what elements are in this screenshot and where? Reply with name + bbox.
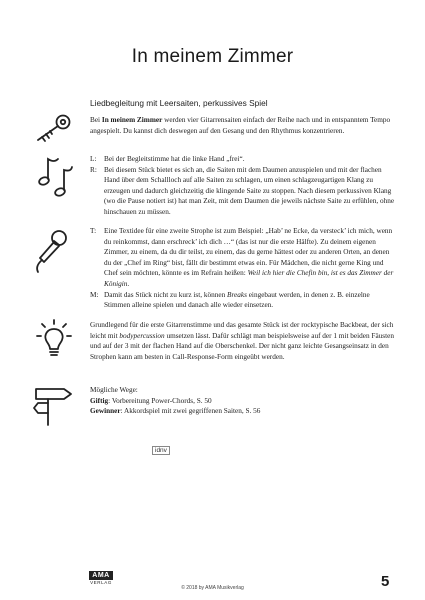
ama-verlag-logo: AMA VERLAG bbox=[90, 572, 112, 585]
microphone-icon bbox=[32, 228, 72, 276]
hand-instructions bbox=[90, 154, 395, 218]
idnv-stamp: idnv bbox=[152, 446, 170, 455]
text-idea-row: T: Eine Textidee für eine zweite Strophe ist zum Beispiel: „Hab’ ne Ecke, da versteck’ ich mich, wenn du reinkommst, dann erschreck’ ich dich …“ (das ist nur die erste Hälfte). Zu deinem eigenen Zimmer, zu einem, da du dir teilst, zu einem, das du gerne hättest oder zu anderen Orten, an denen du der „Chef im Ring“ bist, fällt dir bestimmt etwas ein. Für Mädchen, die nicht gerne King und Chef sein möchten, könnte es im Refrain heißen: Weil ich hier die Chefin bin, ist es das Zimmer der Königin. bbox=[90, 227, 394, 288]
key-icon bbox=[30, 113, 72, 145]
way-item-gewinner: Gewinner: Akkordspiel mit zwei gegriffenen Saiten, S. 56 bbox=[90, 407, 261, 416]
copyright-footer: © 2018 by AMA Musikverlag bbox=[181, 585, 244, 591]
right-hand-row: R: Bei diesem Stück bietet es sich an, die Saiten mit dem Daumen anzuspielen und mit der flachen Hand über dem Schallloch auf alle Saiten zu schlagen, um einen schlagzeugartigen Klang zu erzeugen und dadurch gleichzeitig die klingende Saite zu stoppen. Nach diesem perkussiven Klang (wo die Pause notiert ist) hat man Zeit, mit dem Daumen die jeweils nächste Saite zu erfühlen, ohne hinschauen zu müssen. bbox=[90, 165, 395, 216]
page-number: 5 bbox=[381, 573, 390, 590]
music-notes-icon bbox=[36, 155, 78, 199]
page-title: In meinem Zimmer bbox=[131, 46, 294, 67]
music-row: M: Damit das Stück nicht zu kurz ist, können Breaks eingebaut werden, in denen z. B. einzelne Stimmen alleine spielen und danach alle wieder einsetzen. bbox=[90, 290, 370, 310]
section-subtitle: Liedbegleitung mit Leersaiten, perkussives Spiel bbox=[90, 98, 268, 108]
ways-heading: Mögliche Wege: bbox=[90, 386, 138, 394]
signpost-icon bbox=[30, 383, 76, 427]
left-hand-row: L: Bei der Begleitstimme hat die linke Hand „frei“. bbox=[90, 155, 245, 163]
intro-paragraph: Bei In meinem Zimmer werden vier Gitarrensaiten einfach der Reihe nach und in entspanntem Tempo angespielt. Du kannst dich deswegen auf den Gesang und den Rhythmus konzentrieren. bbox=[90, 116, 391, 135]
possible-ways bbox=[90, 385, 395, 417]
lightbulb-icon bbox=[34, 318, 74, 362]
way-item-giftig: Giftig: Vorbereitung Power-Chords, S. 50 bbox=[90, 396, 212, 405]
text-and-music-notes bbox=[90, 226, 395, 311]
idea-paragraph: Grundlegend für die erste Gitarrenstimme und das gesamte Stück ist der rocktypische Backbeat, der sich leicht mit bodypercussion umsetzen lässt. Dafür schlägt man beispielsweise auf der 1 mit beiden Fäusten und auf der 3 mit der flachen Hand auf die Oberschenkel. Der nicht ganz leichte Gesangseinsatz in den Strophen kann am besten in Call-Response-Form eingeübt werden. bbox=[90, 321, 394, 361]
